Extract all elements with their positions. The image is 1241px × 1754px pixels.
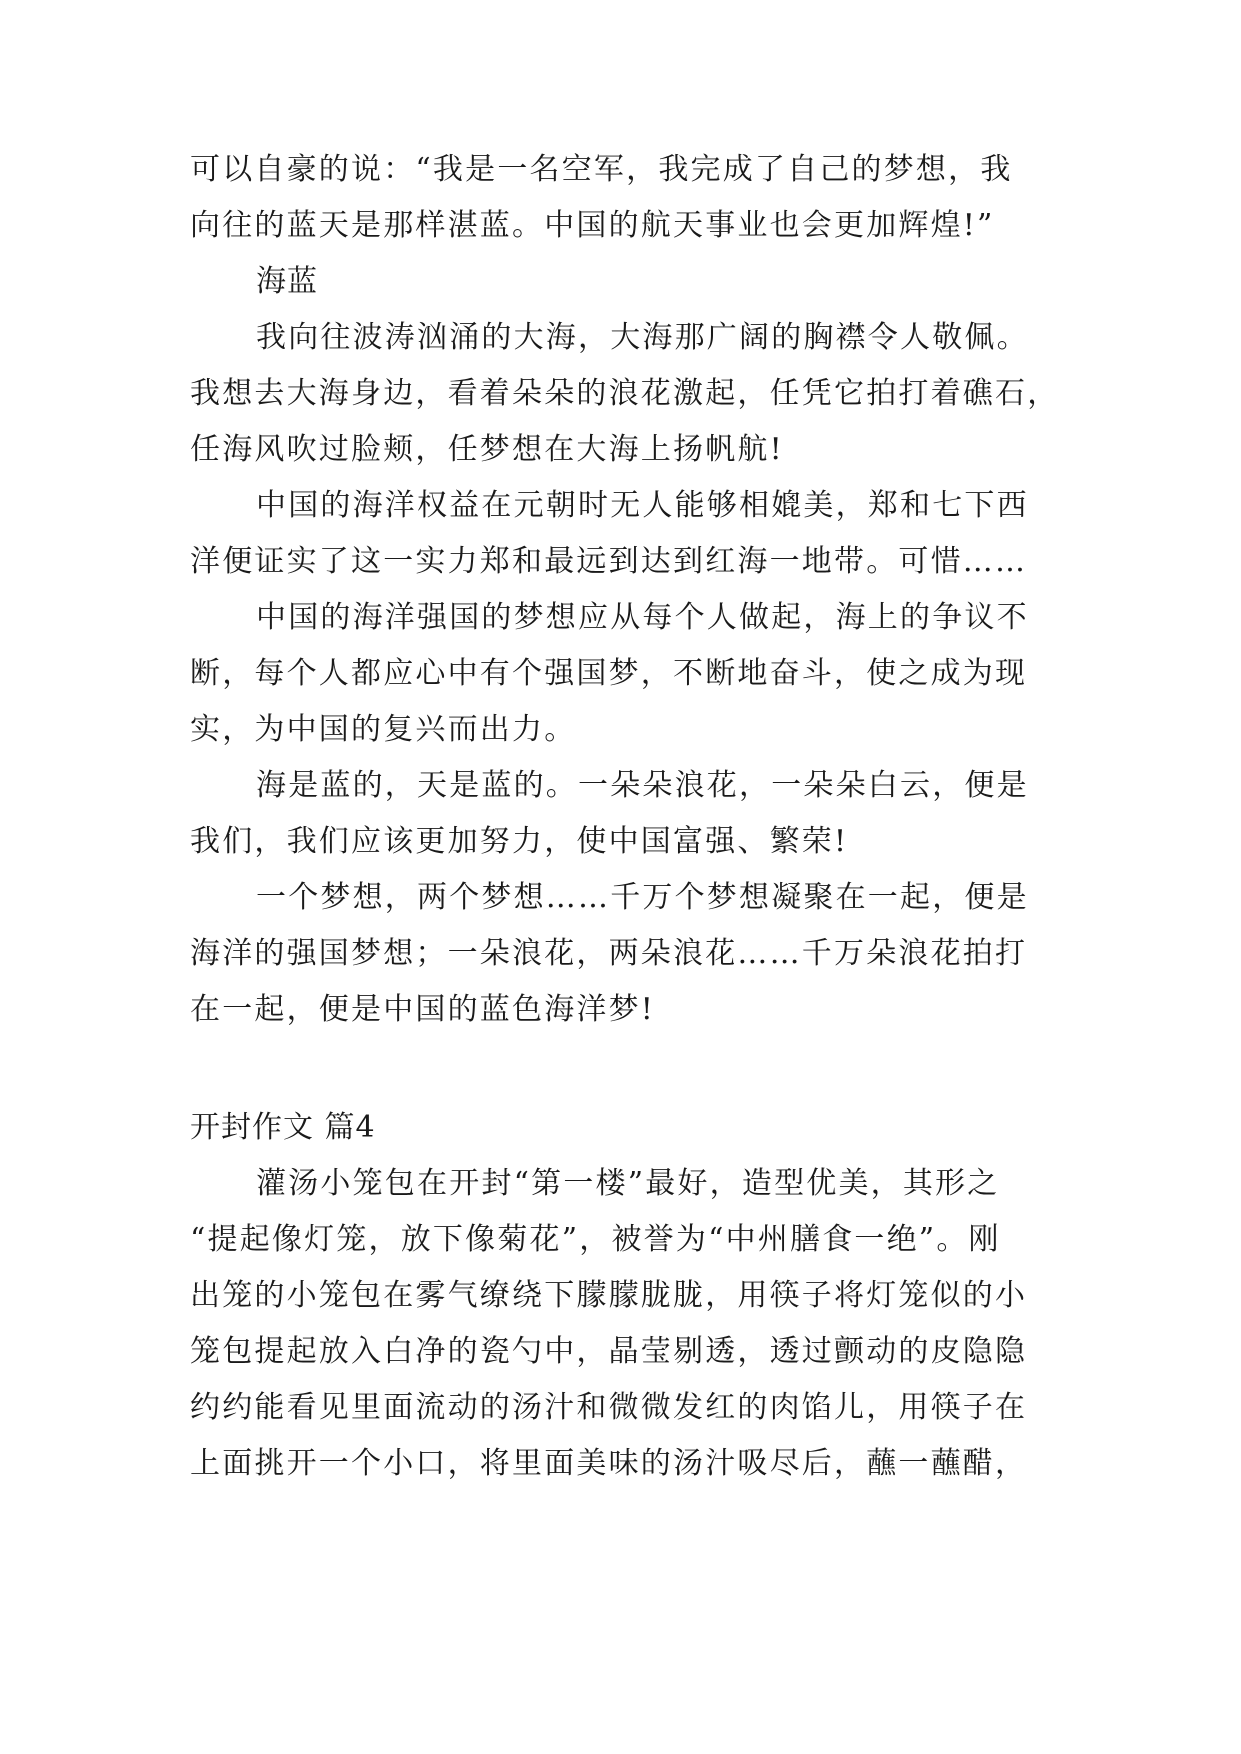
text-line: 向往的蓝天是那样湛蓝。中国的航天事业也会更加辉煌!” xyxy=(190,208,995,243)
text-line: 海洋的强国梦想；一朵浪花，两朵浪花……千万朵浪花拍打 xyxy=(190,936,1028,971)
article-heading: 开封作文 篇4 xyxy=(190,1110,376,1145)
text-line: 一个梦想，两个梦想……千万个梦想凝聚在一起，便是 xyxy=(256,880,1029,915)
text-line: 任海风吹过脸颊，任梦想在大海上扬帆航! xyxy=(190,432,784,467)
text-line: 我想去大海身边，看着朵朵的浪花激起，任凭它拍打着礁石， xyxy=(190,376,1060,411)
text-line: 海是蓝的，天是蓝的。一朵朵浪花，一朵朵白云，便是 xyxy=(256,768,1029,803)
text-line: 断，每个人都应心中有个强国梦，不断地奋斗，使之成为现 xyxy=(190,656,1028,691)
text-line: 中国的海洋强国的梦想应从每个人做起，海上的争议不 xyxy=(256,600,1029,635)
text-line: 约约能看见里面流动的汤汁和微微发红的肉馅儿，用筷子在 xyxy=(190,1390,1028,1425)
text-line: 灌汤小笼包在开封“第一楼”最好，造型优美，其形之 xyxy=(256,1166,1000,1201)
text-line: 我们，我们应该更加努力，使中国富强、繁荣! xyxy=(190,824,849,859)
text-line: 可以自豪的说：“我是一名空军，我完成了自己的梦想，我 xyxy=(190,152,1013,187)
text-line: 实，为中国的复兴而出力。 xyxy=(190,712,577,747)
text-line: 洋便证实了这一实力郑和最远到达到红海一地带。可惜…… xyxy=(190,544,1028,579)
text-line: 在一起，便是中国的蓝色海洋梦! xyxy=(190,992,656,1027)
text-line: 我向往波涛汹涌的大海，大海那广阔的胸襟令人敬佩。 xyxy=(256,320,1029,355)
text-line: 上面挑开一个小口，将里面美味的汤汁吸尽后，蘸一蘸醋， xyxy=(190,1446,1028,1481)
text-line: 出笼的小笼包在雾气缭绕下朦朦胧胧，用筷子将灯笼似的小 xyxy=(190,1278,1028,1313)
section-heading: 海蓝 xyxy=(256,264,318,299)
text-line: “提起像灯笼，放下像菊花”，被誉为“中州膳食一绝”。刚 xyxy=(190,1222,1001,1257)
text-line: 笼包提起放入白净的瓷勺中，晶莹剔透，透过颤动的皮隐隐 xyxy=(190,1334,1028,1369)
text-line: 中国的海洋权益在元朝时无人能够相媲美，郑和七下西 xyxy=(256,488,1029,523)
